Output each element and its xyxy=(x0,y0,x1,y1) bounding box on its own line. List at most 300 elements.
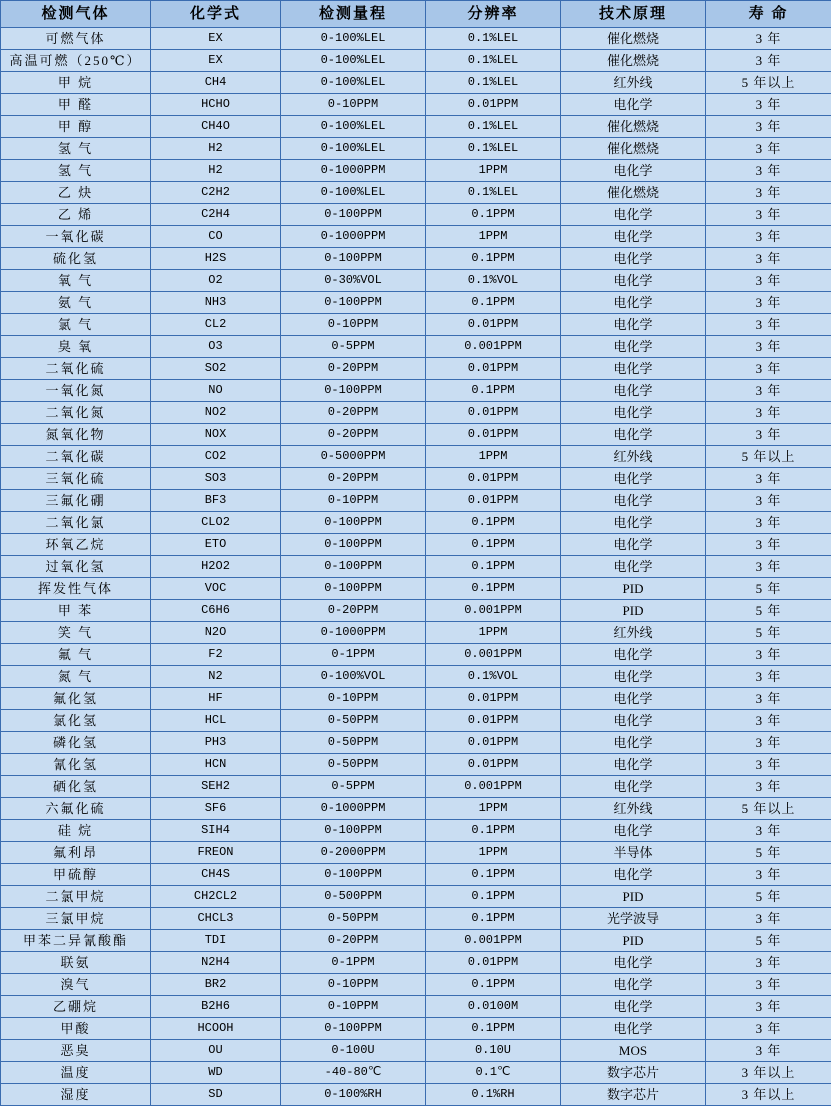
cell-principle: 电化学 xyxy=(561,820,706,842)
cell-resolution: 0.1PPM xyxy=(426,578,561,600)
cell-formula: C2H2 xyxy=(151,182,281,204)
cell-resolution: 0.01PPM xyxy=(426,358,561,380)
cell-gas-name: 乙 烯 xyxy=(1,204,151,226)
cell-formula: HCOOH xyxy=(151,1018,281,1040)
cell-resolution: 0.1PPM xyxy=(426,864,561,886)
cell-formula: O3 xyxy=(151,336,281,358)
cell-resolution: 0.001PPM xyxy=(426,336,561,358)
cell-lifetime: 3 年 xyxy=(706,424,831,446)
cell-range: 0-100%LEL xyxy=(281,72,426,94)
cell-range: 0-1PPM xyxy=(281,644,426,666)
cell-lifetime: 5 年以上 xyxy=(706,798,831,820)
cell-formula: CO2 xyxy=(151,446,281,468)
cell-range: 0-100PPM xyxy=(281,864,426,886)
cell-principle: 催化燃烧 xyxy=(561,138,706,160)
table-header xyxy=(1,1,831,28)
cell-lifetime: 3 年 xyxy=(706,952,831,974)
cell-resolution: 0.1℃ xyxy=(426,1062,561,1084)
cell-gas-name: 乙 炔 xyxy=(1,182,151,204)
cell-formula: C2H4 xyxy=(151,204,281,226)
cell-principle: MOS xyxy=(561,1040,706,1062)
cell-gas-name: 甲苯二异氰酸酯 xyxy=(1,930,151,952)
cell-gas-name: 三氯甲烷 xyxy=(1,908,151,930)
cell-range: 0-100PPM xyxy=(281,204,426,226)
cell-formula: H2 xyxy=(151,138,281,160)
cell-lifetime: 3 年 xyxy=(706,116,831,138)
cell-resolution: 1PPM xyxy=(426,226,561,248)
table-row xyxy=(1,1018,831,1040)
cell-range: 0-10PPM xyxy=(281,94,426,116)
column-header-gas: 检测气体 xyxy=(1,1,151,28)
cell-formula: SO3 xyxy=(151,468,281,490)
cell-lifetime: 3 年 xyxy=(706,94,831,116)
cell-gas-name: 氟 气 xyxy=(1,644,151,666)
cell-principle: 电化学 xyxy=(561,732,706,754)
cell-principle: 电化学 xyxy=(561,94,706,116)
cell-formula: CLO2 xyxy=(151,512,281,534)
cell-range: 0-1000PPM xyxy=(281,798,426,820)
cell-lifetime: 3 年 xyxy=(706,556,831,578)
cell-principle: 电化学 xyxy=(561,644,706,666)
cell-resolution: 0.1PPM xyxy=(426,886,561,908)
cell-principle: 电化学 xyxy=(561,996,706,1018)
cell-range: 0-1PPM xyxy=(281,952,426,974)
cell-range: 0-100PPM xyxy=(281,292,426,314)
cell-range: 0-5000PPM xyxy=(281,446,426,468)
cell-range: 0-100PPM xyxy=(281,512,426,534)
cell-range: 0-20PPM xyxy=(281,424,426,446)
cell-formula: SO2 xyxy=(151,358,281,380)
cell-resolution: 0.1PPM xyxy=(426,534,561,556)
table-row xyxy=(1,292,831,314)
cell-formula: ETO xyxy=(151,534,281,556)
cell-principle: 电化学 xyxy=(561,248,706,270)
table-row xyxy=(1,380,831,402)
cell-gas-name: 过氧化氢 xyxy=(1,556,151,578)
table-row xyxy=(1,820,831,842)
cell-lifetime: 5 年 xyxy=(706,886,831,908)
cell-principle: 电化学 xyxy=(561,270,706,292)
cell-formula: SF6 xyxy=(151,798,281,820)
cell-range: 0-100%LEL xyxy=(281,50,426,72)
cell-gas-name: 甲硫醇 xyxy=(1,864,151,886)
table-row xyxy=(1,50,831,72)
cell-lifetime: 3 年 xyxy=(706,754,831,776)
cell-lifetime: 3 年 xyxy=(706,666,831,688)
table-row xyxy=(1,952,831,974)
cell-gas-name: 二氧化氯 xyxy=(1,512,151,534)
cell-principle: 光学波导 xyxy=(561,908,706,930)
cell-lifetime: 3 年 xyxy=(706,1040,831,1062)
cell-gas-name: 湿度 xyxy=(1,1084,151,1106)
cell-lifetime: 3 年 xyxy=(706,732,831,754)
cell-principle: 半导体 xyxy=(561,842,706,864)
cell-range: 0-10PPM xyxy=(281,490,426,512)
cell-lifetime: 3 年 xyxy=(706,358,831,380)
table-row xyxy=(1,1084,831,1106)
cell-gas-name: 氢 气 xyxy=(1,160,151,182)
cell-formula: CH4O xyxy=(151,116,281,138)
cell-range: 0-10PPM xyxy=(281,314,426,336)
cell-gas-name: 氟化氢 xyxy=(1,688,151,710)
table-row xyxy=(1,358,831,380)
cell-range: 0-1000PPM xyxy=(281,160,426,182)
cell-gas-name: 温度 xyxy=(1,1062,151,1084)
cell-gas-name: 甲 烷 xyxy=(1,72,151,94)
cell-lifetime: 3 年 xyxy=(706,908,831,930)
cell-resolution: 0.001PPM xyxy=(426,776,561,798)
cell-lifetime: 3 年 xyxy=(706,50,831,72)
table-row xyxy=(1,270,831,292)
cell-principle: 电化学 xyxy=(561,402,706,424)
cell-resolution: 0.01PPM xyxy=(426,490,561,512)
cell-formula: H2O2 xyxy=(151,556,281,578)
cell-lifetime: 5 年 xyxy=(706,930,831,952)
cell-formula: HCN xyxy=(151,754,281,776)
table-row xyxy=(1,688,831,710)
table-row xyxy=(1,974,831,996)
cell-principle: 电化学 xyxy=(561,710,706,732)
cell-principle: 红外线 xyxy=(561,622,706,644)
cell-formula: BF3 xyxy=(151,490,281,512)
cell-range: 0-100%LEL xyxy=(281,116,426,138)
cell-lifetime: 3 年 xyxy=(706,380,831,402)
cell-gas-name: 六氟化硫 xyxy=(1,798,151,820)
cell-lifetime: 3 年 xyxy=(706,710,831,732)
cell-resolution: 0.1%LEL xyxy=(426,182,561,204)
cell-resolution: 0.1%LEL xyxy=(426,50,561,72)
table-row xyxy=(1,402,831,424)
cell-range: 0-1000PPM xyxy=(281,226,426,248)
cell-principle: 电化学 xyxy=(561,292,706,314)
cell-range: 0-50PPM xyxy=(281,710,426,732)
cell-principle: 电化学 xyxy=(561,160,706,182)
cell-principle: 电化学 xyxy=(561,424,706,446)
cell-formula: H2 xyxy=(151,160,281,182)
cell-principle: 红外线 xyxy=(561,446,706,468)
cell-resolution: 1PPM xyxy=(426,160,561,182)
cell-resolution: 0.01PPM xyxy=(426,468,561,490)
table-row xyxy=(1,754,831,776)
table-row xyxy=(1,226,831,248)
cell-principle: 电化学 xyxy=(561,468,706,490)
cell-gas-name: 氧 气 xyxy=(1,270,151,292)
cell-resolution: 0.1PPM xyxy=(426,380,561,402)
cell-resolution: 0.01PPM xyxy=(426,314,561,336)
cell-principle: 电化学 xyxy=(561,512,706,534)
cell-range: -40-80℃ xyxy=(281,1062,426,1084)
cell-lifetime: 5 年 xyxy=(706,578,831,600)
table-row xyxy=(1,886,831,908)
cell-lifetime: 3 年 xyxy=(706,534,831,556)
cell-resolution: 1PPM xyxy=(426,798,561,820)
cell-formula: NOX xyxy=(151,424,281,446)
table-row xyxy=(1,490,831,512)
cell-resolution: 0.01PPM xyxy=(426,754,561,776)
cell-gas-name: 乙硼烷 xyxy=(1,996,151,1018)
cell-formula: BR2 xyxy=(151,974,281,996)
cell-resolution: 0.1PPM xyxy=(426,1018,561,1040)
cell-lifetime: 5 年以上 xyxy=(706,446,831,468)
cell-lifetime: 3 年 xyxy=(706,28,831,50)
cell-range: 0-10PPM xyxy=(281,974,426,996)
cell-resolution: 0.01PPM xyxy=(426,952,561,974)
cell-range: 0-100U xyxy=(281,1040,426,1062)
cell-gas-name: 氮氧化物 xyxy=(1,424,151,446)
cell-formula: HF xyxy=(151,688,281,710)
table-row xyxy=(1,248,831,270)
cell-range: 0-10PPM xyxy=(281,996,426,1018)
table-row xyxy=(1,336,831,358)
cell-formula: CL2 xyxy=(151,314,281,336)
cell-principle: 催化燃烧 xyxy=(561,182,706,204)
cell-resolution: 0.001PPM xyxy=(426,600,561,622)
cell-range: 0-5PPM xyxy=(281,336,426,358)
cell-formula: H2S xyxy=(151,248,281,270)
table-row xyxy=(1,930,831,952)
cell-principle: PID xyxy=(561,930,706,952)
cell-formula: VOC xyxy=(151,578,281,600)
cell-principle: 电化学 xyxy=(561,688,706,710)
cell-gas-name: 甲 醇 xyxy=(1,116,151,138)
cell-range: 0-50PPM xyxy=(281,732,426,754)
cell-formula: NO2 xyxy=(151,402,281,424)
cell-resolution: 1PPM xyxy=(426,842,561,864)
cell-gas-name: 甲 醛 xyxy=(1,94,151,116)
cell-range: 0-20PPM xyxy=(281,468,426,490)
cell-lifetime: 3 年 xyxy=(706,336,831,358)
cell-range: 0-100%LEL xyxy=(281,28,426,50)
cell-range: 0-100PPM xyxy=(281,534,426,556)
cell-resolution: 0.1%LEL xyxy=(426,116,561,138)
cell-formula: B2H6 xyxy=(151,996,281,1018)
cell-formula: N2 xyxy=(151,666,281,688)
cell-formula: WD xyxy=(151,1062,281,1084)
cell-formula: HCHO xyxy=(151,94,281,116)
table-row xyxy=(1,1062,831,1084)
cell-formula: FREON xyxy=(151,842,281,864)
cell-principle: 电化学 xyxy=(561,1018,706,1040)
cell-lifetime: 3 年 xyxy=(706,138,831,160)
cell-gas-name: 甲 苯 xyxy=(1,600,151,622)
cell-range: 0-50PPM xyxy=(281,908,426,930)
cell-lifetime: 3 年 xyxy=(706,776,831,798)
cell-range: 0-1000PPM xyxy=(281,622,426,644)
cell-gas-name: 二氧化硫 xyxy=(1,358,151,380)
table-row xyxy=(1,72,831,94)
cell-principle: 催化燃烧 xyxy=(561,116,706,138)
cell-resolution: 0.01PPM xyxy=(426,732,561,754)
cell-formula: SD xyxy=(151,1084,281,1106)
cell-formula: O2 xyxy=(151,270,281,292)
cell-formula: CHCL3 xyxy=(151,908,281,930)
cell-range: 0-20PPM xyxy=(281,600,426,622)
cell-lifetime: 3 年 xyxy=(706,226,831,248)
cell-principle: 电化学 xyxy=(561,226,706,248)
cell-formula: F2 xyxy=(151,644,281,666)
table-row xyxy=(1,468,831,490)
cell-gas-name: 笑 气 xyxy=(1,622,151,644)
cell-lifetime: 3 年 xyxy=(706,820,831,842)
cell-resolution: 0.1PPM xyxy=(426,556,561,578)
cell-range: 0-100%RH xyxy=(281,1084,426,1106)
cell-principle: 电化学 xyxy=(561,204,706,226)
column-header-formula: 化学式 xyxy=(151,1,281,28)
cell-formula: C6H6 xyxy=(151,600,281,622)
cell-gas-name: 三氧化硫 xyxy=(1,468,151,490)
table-row xyxy=(1,666,831,688)
table-row xyxy=(1,710,831,732)
cell-principle: 电化学 xyxy=(561,754,706,776)
cell-range: 0-10PPM xyxy=(281,688,426,710)
cell-gas-name: 氮 气 xyxy=(1,666,151,688)
column-header-resolution: 分辨率 xyxy=(426,1,561,28)
table-row xyxy=(1,644,831,666)
cell-resolution: 0.10U xyxy=(426,1040,561,1062)
table-row xyxy=(1,776,831,798)
table-row xyxy=(1,94,831,116)
cell-gas-name: 氟利昂 xyxy=(1,842,151,864)
cell-gas-name: 溴气 xyxy=(1,974,151,996)
cell-lifetime: 3 年 xyxy=(706,864,831,886)
cell-gas-name: 甲酸 xyxy=(1,1018,151,1040)
cell-resolution: 0.1PPM xyxy=(426,204,561,226)
cell-principle: 电化学 xyxy=(561,534,706,556)
table-row xyxy=(1,160,831,182)
cell-gas-name: 氯 气 xyxy=(1,314,151,336)
cell-gas-name: 挥发性气体 xyxy=(1,578,151,600)
cell-range: 0-100PPM xyxy=(281,578,426,600)
cell-formula: NO xyxy=(151,380,281,402)
cell-range: 0-500PPM xyxy=(281,886,426,908)
cell-lifetime: 3 年 xyxy=(706,996,831,1018)
table-row xyxy=(1,424,831,446)
table-row xyxy=(1,556,831,578)
cell-range: 0-100PPM xyxy=(281,380,426,402)
cell-principle: 电化学 xyxy=(561,666,706,688)
cell-gas-name: 臭 氧 xyxy=(1,336,151,358)
cell-lifetime: 3 年 xyxy=(706,160,831,182)
table-row xyxy=(1,116,831,138)
cell-lifetime: 3 年 xyxy=(706,688,831,710)
cell-gas-name: 硫化氢 xyxy=(1,248,151,270)
table-row xyxy=(1,622,831,644)
table-row xyxy=(1,578,831,600)
cell-gas-name: 二氯甲烷 xyxy=(1,886,151,908)
table-row xyxy=(1,138,831,160)
cell-formula: N2H4 xyxy=(151,952,281,974)
cell-gas-name: 恶臭 xyxy=(1,1040,151,1062)
cell-principle: 催化燃烧 xyxy=(561,28,706,50)
cell-resolution: 0.1%VOL xyxy=(426,270,561,292)
cell-formula: SEH2 xyxy=(151,776,281,798)
cell-lifetime: 3 年 xyxy=(706,402,831,424)
cell-range: 0-50PPM xyxy=(281,754,426,776)
cell-formula: EX xyxy=(151,50,281,72)
table-row xyxy=(1,1040,831,1062)
table-row xyxy=(1,446,831,468)
table-row xyxy=(1,28,831,50)
column-header-lifetime: 寿 命 xyxy=(706,1,831,28)
cell-gas-name: 一氧化氮 xyxy=(1,380,151,402)
table-row xyxy=(1,512,831,534)
table-row xyxy=(1,600,831,622)
cell-formula: HCL xyxy=(151,710,281,732)
cell-gas-name: 联氨 xyxy=(1,952,151,974)
cell-principle: 电化学 xyxy=(561,864,706,886)
cell-gas-name: 硒化氢 xyxy=(1,776,151,798)
table-row xyxy=(1,182,831,204)
table-row xyxy=(1,996,831,1018)
cell-gas-name: 二氧化氮 xyxy=(1,402,151,424)
cell-resolution: 0.1PPM xyxy=(426,512,561,534)
cell-resolution: 0.001PPM xyxy=(426,930,561,952)
cell-principle: PID xyxy=(561,886,706,908)
cell-resolution: 0.1%LEL xyxy=(426,28,561,50)
cell-range: 0-100PPM xyxy=(281,1018,426,1040)
cell-lifetime: 3 年 xyxy=(706,512,831,534)
cell-resolution: 0.01PPM xyxy=(426,710,561,732)
cell-resolution: 0.01PPM xyxy=(426,94,561,116)
cell-range: 0-100%LEL xyxy=(281,182,426,204)
cell-formula: CO xyxy=(151,226,281,248)
table-row xyxy=(1,314,831,336)
cell-formula: OU xyxy=(151,1040,281,1062)
cell-gas-name: 高温可燃（250℃） xyxy=(1,50,151,72)
cell-range: 0-2000PPM xyxy=(281,842,426,864)
cell-resolution: 0.1%LEL xyxy=(426,138,561,160)
cell-lifetime: 3 年 xyxy=(706,182,831,204)
cell-resolution: 0.1PPM xyxy=(426,292,561,314)
cell-lifetime: 3 年以上 xyxy=(706,1084,831,1106)
cell-principle: 催化燃烧 xyxy=(561,50,706,72)
cell-resolution: 0.01PPM xyxy=(426,688,561,710)
cell-principle: 电化学 xyxy=(561,776,706,798)
cell-principle: 数字芯片 xyxy=(561,1084,706,1106)
cell-range: 0-100PPM xyxy=(281,248,426,270)
cell-lifetime: 3 年 xyxy=(706,974,831,996)
cell-resolution: 0.1PPM xyxy=(426,820,561,842)
cell-range: 0-20PPM xyxy=(281,402,426,424)
cell-formula: N2O xyxy=(151,622,281,644)
cell-lifetime: 5 年 xyxy=(706,600,831,622)
cell-formula: CH2CL2 xyxy=(151,886,281,908)
cell-gas-name: 氨 气 xyxy=(1,292,151,314)
cell-resolution: 0.0100M xyxy=(426,996,561,1018)
cell-gas-name: 三氟化硼 xyxy=(1,490,151,512)
cell-principle: 电化学 xyxy=(561,336,706,358)
cell-gas-name: 氯化氢 xyxy=(1,710,151,732)
cell-principle: PID xyxy=(561,600,706,622)
column-header-principle: 技术原理 xyxy=(561,1,706,28)
cell-formula: PH3 xyxy=(151,732,281,754)
cell-lifetime: 3 年 xyxy=(706,248,831,270)
cell-principle: 数字芯片 xyxy=(561,1062,706,1084)
cell-lifetime: 5 年 xyxy=(706,842,831,864)
cell-resolution: 0.01PPM xyxy=(426,402,561,424)
cell-resolution: 0.001PPM xyxy=(426,644,561,666)
table-row xyxy=(1,864,831,886)
table-row xyxy=(1,732,831,754)
cell-lifetime: 3 年 xyxy=(706,644,831,666)
cell-range: 0-100%VOL xyxy=(281,666,426,688)
table-row xyxy=(1,204,831,226)
cell-lifetime: 3 年 xyxy=(706,314,831,336)
cell-lifetime: 3 年 xyxy=(706,270,831,292)
cell-gas-name: 氰化氢 xyxy=(1,754,151,776)
cell-resolution: 0.1PPM xyxy=(426,908,561,930)
cell-principle: 电化学 xyxy=(561,314,706,336)
